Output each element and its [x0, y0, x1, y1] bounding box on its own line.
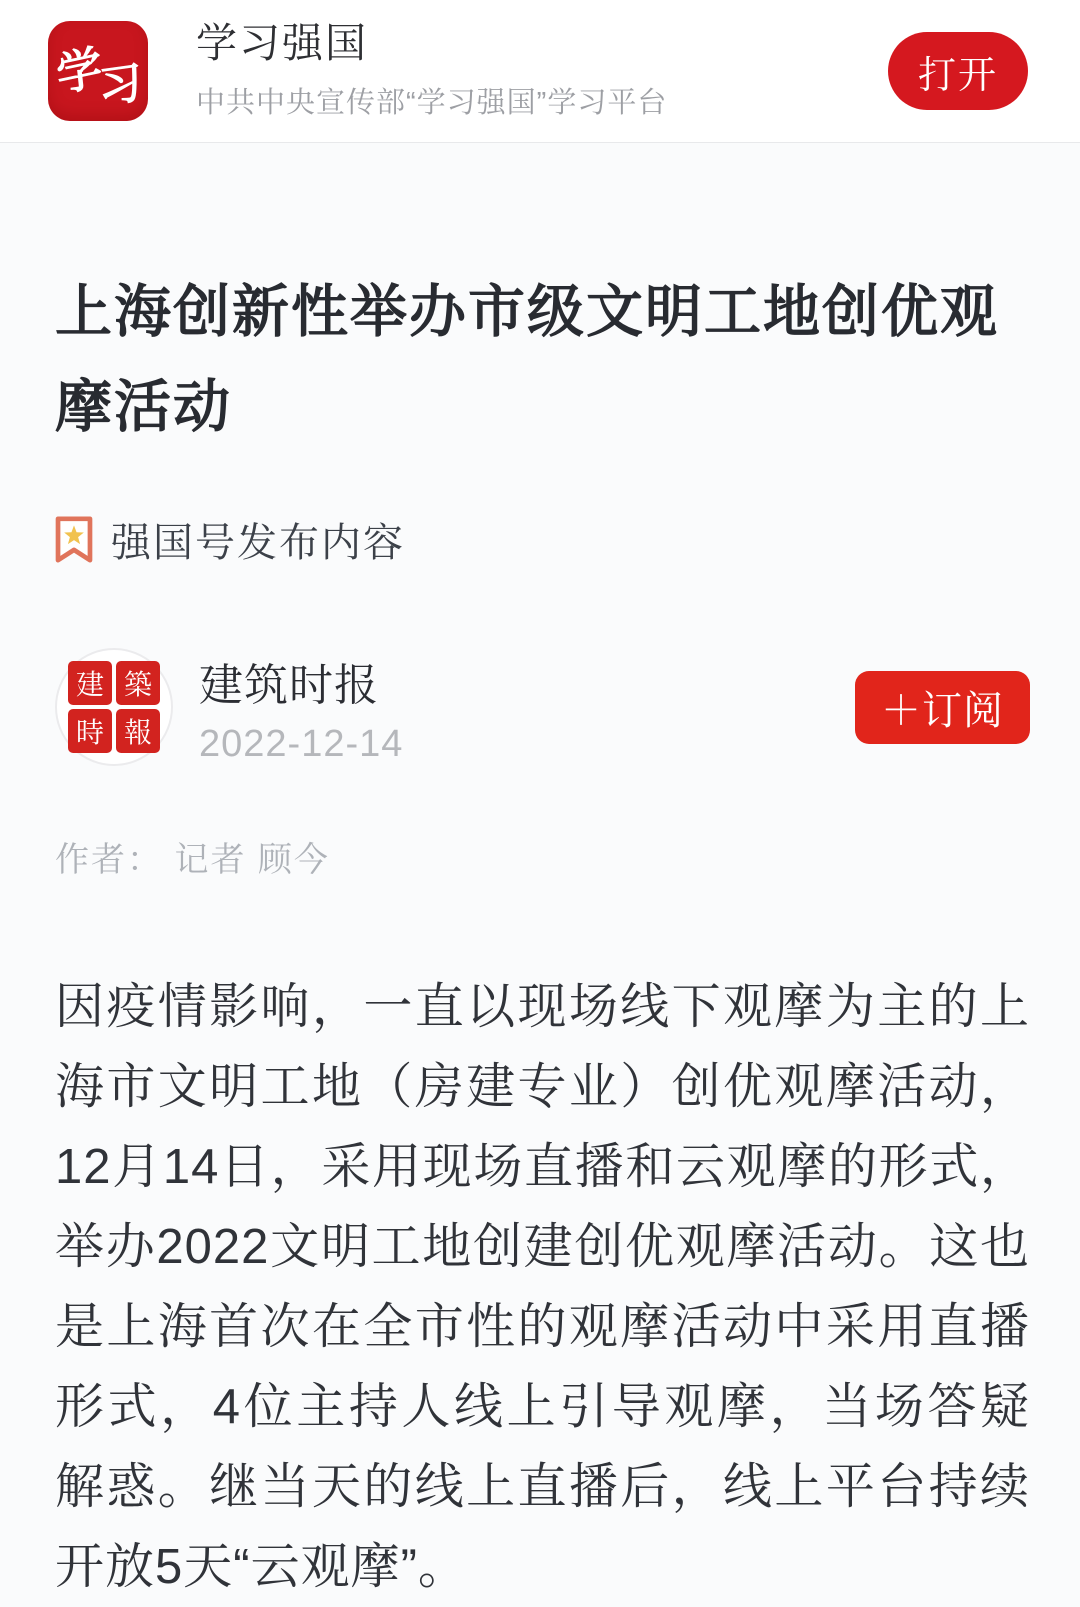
publish-date: 2022-12-14 [199, 722, 404, 765]
article-body: 因疫情影响，一直以现场线下观摩为主的上海市文明工地（房建专业）创优观摩活动，12月14日，采用现场直播和云观摩的形式，举办2022文明工地创建创优观摩活动。这也是上海首次在全市性的观摩活动中采用直播形式，4位主持人线上引导观摩，当场答疑解惑。继当天的线上直播后，线上平台持续开放5天“云观摩”。 [55, 980, 1030, 1594]
bookmark-star-icon [55, 516, 93, 563]
source-badge-label: 强国号发布内容 [111, 521, 405, 565]
avatar-seal-char: 報 [116, 709, 160, 753]
app-name: 学习强国 [196, 19, 368, 66]
xuexi-app-logo-icon [48, 21, 148, 121]
app-subtitle: 中共中央宣传部“学习强国”学习平台 [196, 87, 668, 120]
publisher-avatar[interactable] [55, 648, 173, 766]
subscribe-button[interactable]: ＋订阅 [855, 671, 1030, 744]
avatar-seal-char: 建 [68, 661, 112, 705]
publisher-name[interactable]: 建筑时报 [199, 660, 379, 710]
avatar-seal-char: 築 [116, 661, 160, 705]
open-app-button[interactable]: 打开 [888, 32, 1028, 110]
publisher-avatar-seals [68, 661, 160, 753]
article-page [0, 265, 1080, 1607]
avatar-seal-char: 時 [68, 709, 112, 753]
publisher-info [199, 649, 403, 766]
app-logo-char-1: 学 [54, 40, 105, 102]
source-badge [55, 511, 1030, 568]
article-title: 上海创新性举办市级文明工地创优观摩活动 [55, 280, 999, 439]
app-logo-char-2: 习 [96, 57, 144, 114]
app-banner [0, 0, 1080, 143]
publisher-row [55, 648, 1030, 766]
app-banner-text [196, 21, 888, 121]
author-line: 作者： 记者 顾今 [55, 841, 330, 879]
